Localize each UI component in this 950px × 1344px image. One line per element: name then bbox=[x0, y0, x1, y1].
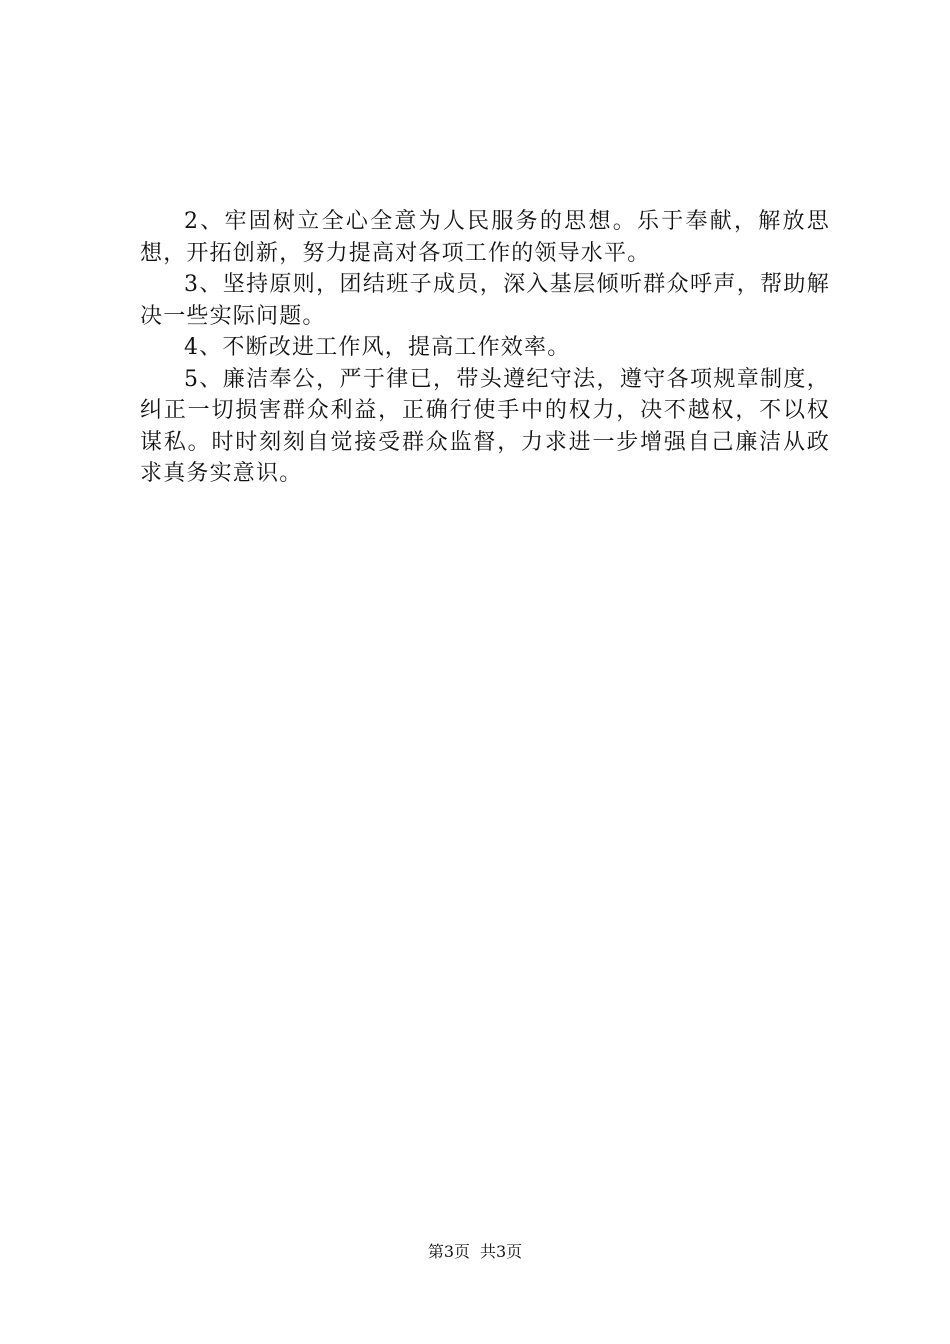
paragraph-item-5: 5、廉洁奉公，严于律已，带头遵纪守法，遵守各项规章制度，纠正一切损害群众利益，正确行使手中的权力，决不越权，不以权谋私。时时刻刻自觉接受群众监督，力求进一步增强自己廉洁从政求真务实意识。 bbox=[140, 366, 830, 486]
page-total: 共3页 bbox=[480, 1242, 523, 1261]
page-footer bbox=[0, 1242, 950, 1262]
document-body bbox=[140, 206, 830, 490]
paragraph-item-4: 4、不断改进工作风，提高工作效率。 bbox=[184, 335, 571, 360]
paragraph-item-2: 2、牢固树立全心全意为人民服务的思想。乐于奉献，解放思想，开拓创新，努力提高对各项工作的领导水平。 bbox=[140, 209, 830, 266]
paragraph-item-3: 3、坚持原则，团结班子成员，深入基层倾听群众呼声，帮助解决一些实际问题。 bbox=[140, 272, 830, 329]
page-number: 第3页 bbox=[427, 1242, 470, 1261]
